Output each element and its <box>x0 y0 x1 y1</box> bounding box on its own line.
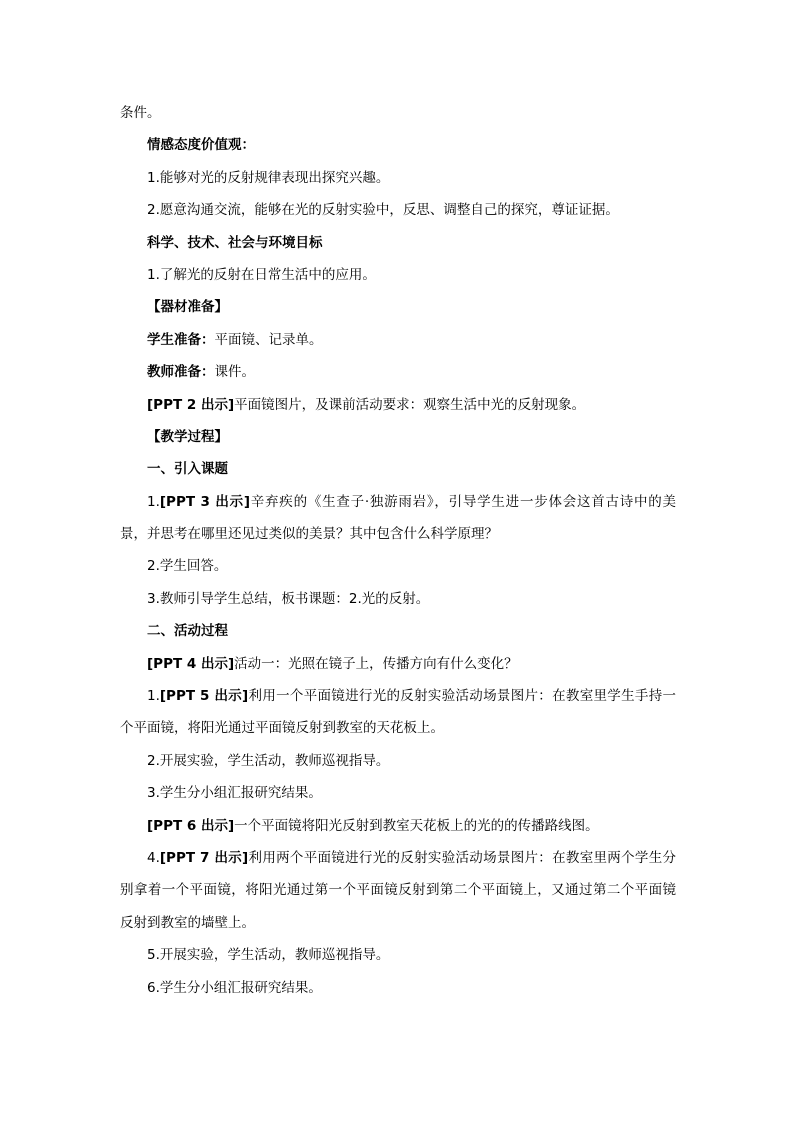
paragraph-line: 景，并思考在哪里还见过类似的美景？其中包含什么科学原理？ <box>120 526 498 543</box>
list-item: 6.学生分小组汇报研究结果。 <box>147 979 322 996</box>
ppt-label: [PPT 4 出示] <box>147 655 235 672</box>
document-body <box>120 97 676 1004</box>
section-heading-emotion: 情感态度价值观： <box>147 137 255 154</box>
ppt-label: [PPT 7 出示] <box>159 849 249 866</box>
paragraph-line: 反射到教室的墙壁上。 <box>120 914 255 931</box>
ppt-label: [PPT 3 出示] <box>159 493 251 510</box>
subsection-heading-intro: 一、引入课题 <box>147 461 228 478</box>
paragraph-line: 条件。 <box>120 105 161 121</box>
paragraph-line: [PPT 4 出示]活动一：光照在镜子上，传播方向有什么变化？ <box>147 655 518 672</box>
list-item: 3.教师引导学生总结，板书课题：2.光的反射。 <box>147 590 430 607</box>
section-heading-materials: 【器材准备】 <box>147 299 228 316</box>
subsection-heading-activity: 二、活动过程 <box>147 623 228 640</box>
section-heading-stse: 科学、技术、社会与环境目标 <box>147 234 323 251</box>
ppt-label: [PPT 5 出示] <box>159 688 249 705</box>
ppt-label: [PPT 2 出示] <box>147 396 235 413</box>
section-heading-process: 【教学过程】 <box>147 428 228 445</box>
ppt-label: [PPT 6 出示] <box>147 817 235 834</box>
paragraph-line: [PPT 2 出示]平面镜图片，及课前活动要求：观察生活中光的反射现象。 <box>147 396 586 413</box>
list-item: 2.学生回答。 <box>147 558 228 575</box>
list-item: 5.开展实验，学生活动，教师巡视指导。 <box>147 947 390 964</box>
list-item: 2.开展实验，学生活动，教师巡视指导。 <box>147 752 390 769</box>
label-teacher-prep: 教师准备： <box>147 364 215 381</box>
paragraph-line: 4.[PPT 7 出示]利用两个平面镜进行光的反射实验活动场景图片：在教室里两个学生分 <box>147 849 676 866</box>
paragraph-line: 教师准备：课件。 <box>147 364 255 381</box>
list-item: 2.愿意沟通交流，能够在光的反射实验中，反思、调整自己的探究，尊证证据。 <box>147 202 619 219</box>
paragraph-line: 学生准备：平面镜、记录单。 <box>147 331 323 348</box>
paragraph-line: 1.[PPT 3 出示]辛弃疾的《生查子·独游雨岩》，引导学生进一步体会这首古诗中的美 <box>147 493 676 510</box>
paragraph-line: 别拿着一个平面镜，将阳光通过第一个平面镜反射到第二个平面镜上，又通过第二个平面镜 <box>120 882 676 899</box>
paragraph-line: 个平面镜，将阳光通过平面镜反射到教室的天花板上。 <box>120 720 444 737</box>
label-student-prep: 学生准备： <box>147 331 215 348</box>
paragraph-line: 1.[PPT 5 出示]利用一个平面镜进行光的反射实验活动场景图片：在教室里学生手持一 <box>147 688 676 705</box>
list-item: 3.学生分小组汇报研究结果。 <box>147 785 322 802</box>
paragraph-line: [PPT 6 出示]一个平面镜将阳光反射到教室天花板上的光的的传播路线图。 <box>147 817 599 834</box>
list-item: 1.能够对光的反射规律表现出探究兴趣。 <box>147 169 390 186</box>
list-item: 1.了解光的反射在日常生活中的应用。 <box>147 266 376 283</box>
